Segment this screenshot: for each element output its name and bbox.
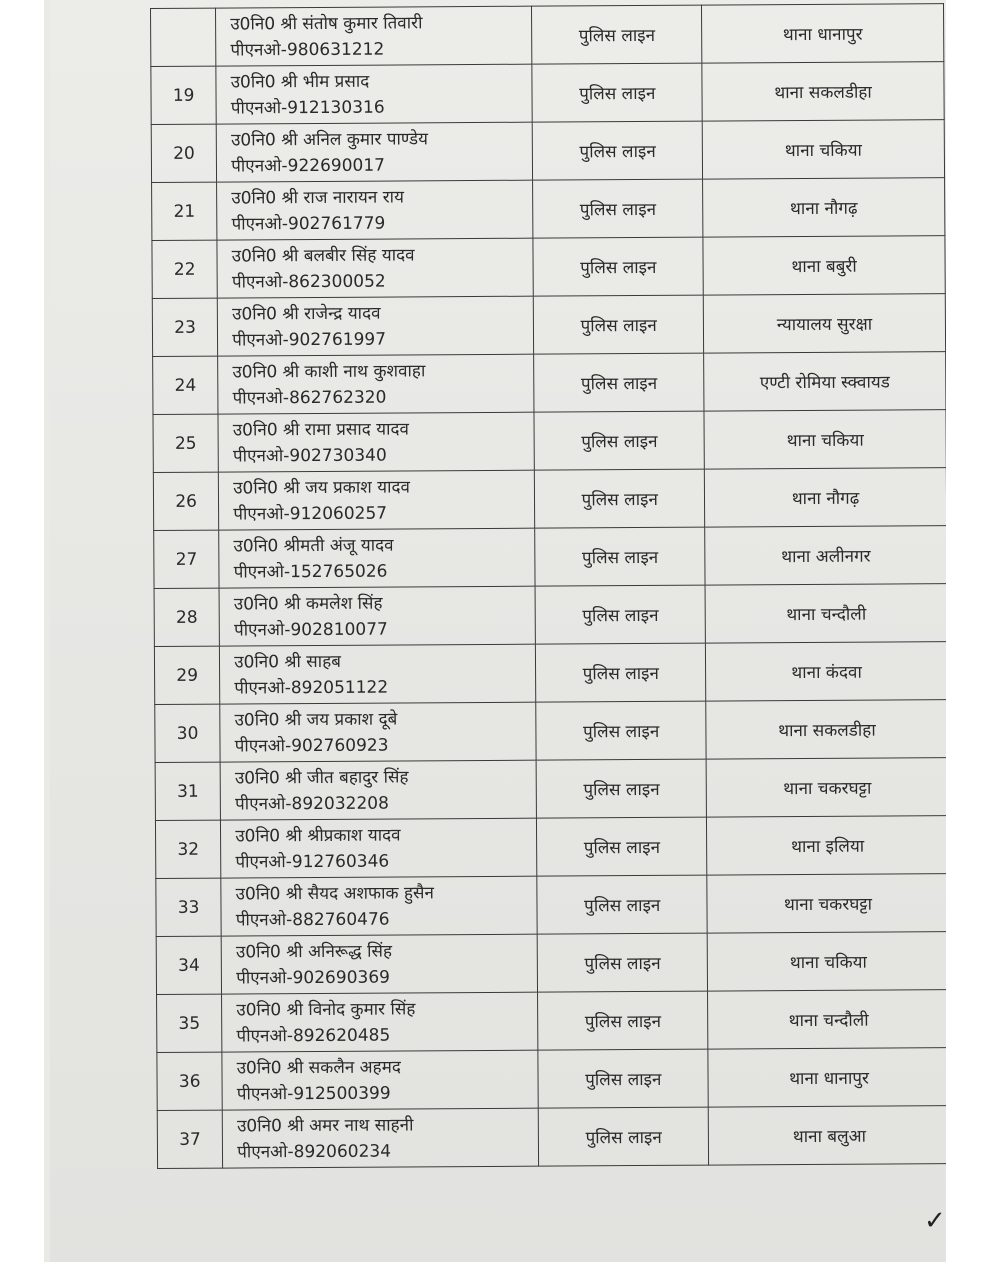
officer-pno: पीएनओ-152765026	[233, 561, 388, 582]
officer-cell	[219, 528, 536, 588]
officer-pno: पीएनओ-922690017	[231, 155, 386, 177]
current-posting: पुलिस लाइन	[532, 5, 702, 64]
transfer-table	[150, 3, 946, 1169]
current-posting: पुलिस लाइन	[537, 817, 707, 876]
officer-cell	[218, 296, 535, 356]
table-row	[152, 178, 945, 241]
serial-number: 20	[151, 124, 217, 182]
officer-pno: पीएनओ-902810077	[233, 619, 388, 640]
current-posting: पुलिस लाइन	[534, 411, 704, 470]
officer-cell	[222, 992, 539, 1052]
table-row	[153, 352, 946, 415]
officer-pno: पीएनओ-980631212	[230, 39, 385, 61]
officer-name: उ0नि0 श्री बलबीर सिंह यादव	[231, 244, 415, 267]
current-posting: पुलिस लाइन	[533, 121, 703, 180]
new-posting: थाना इलिया	[707, 816, 946, 875]
officer-name: उ0नि0 श्री काशी नाथ कुशवाहा	[232, 360, 426, 383]
new-posting: थाना चन्दौली	[708, 990, 946, 1049]
new-posting: एण्टी रोमिया स्क्वायड	[704, 352, 946, 411]
officer-pno: पीएनओ-892060234	[237, 1141, 392, 1162]
serial-number: 24	[153, 356, 219, 414]
new-posting: थाना सकलडीहा	[706, 700, 946, 759]
officer-name: उ0नि0 श्री अमर नाथ साहनी	[237, 1114, 414, 1136]
officer-name: उ0नि0 श्रीमती अंजू यादव	[233, 535, 394, 556]
new-posting: थाना चन्दौली	[705, 584, 946, 643]
table-row	[157, 990, 946, 1053]
officer-cell	[219, 586, 536, 646]
officer-cell	[216, 122, 533, 182]
current-posting: पुलिस लाइन	[538, 991, 708, 1050]
current-posting: पुलिस लाइन	[537, 875, 707, 934]
officer-name: उ0नि0 श्री जीत बहादुर सिंह	[234, 766, 409, 788]
serial-number: 31	[155, 762, 221, 820]
serial-number: 26	[153, 472, 219, 530]
serial-number: 32	[155, 820, 221, 878]
table-row	[156, 874, 946, 937]
officer-name: उ0नि0 श्री श्रीप्रकाश यादव	[235, 824, 401, 846]
table-row	[155, 816, 946, 879]
table-row	[156, 932, 946, 995]
officer-cell	[221, 876, 538, 936]
serial-number: 29	[154, 646, 220, 704]
officer-pno: पीएनओ-902730340	[232, 445, 387, 467]
current-posting: पुलिस लाइन	[539, 1107, 709, 1166]
officer-name: उ0नि0 श्री सैयद अशफाक हुसैन	[235, 882, 435, 904]
officer-cell	[221, 818, 538, 878]
officer-pno: पीएनओ-862300052	[231, 271, 386, 293]
new-posting: थाना धानापुर	[708, 1048, 946, 1107]
serial-number: 28	[154, 588, 220, 646]
serial-number: 34	[156, 936, 222, 994]
current-posting: पुलिस लाइन	[536, 701, 706, 760]
serial-number: 22	[152, 240, 218, 298]
table-row	[154, 642, 946, 705]
officer-name: उ0नि0 श्री संतोष कुमार तिवारी	[230, 12, 423, 35]
serial-number: 37	[157, 1110, 223, 1168]
officer-name: उ0नि0 श्री जय प्रकाश दूबे	[234, 709, 398, 730]
table-row	[153, 468, 946, 531]
current-posting: पुलिस लाइन	[535, 585, 705, 644]
officer-name: उ0नि0 श्री सकलैन अहमद	[236, 1056, 401, 1078]
current-posting: पुलिस लाइन	[532, 63, 702, 122]
table-row	[152, 294, 945, 357]
serial-number: 21	[152, 182, 218, 240]
table-row	[155, 700, 946, 763]
officer-pno: पीएनओ-902690369	[236, 967, 390, 988]
document-photo	[44, 0, 946, 1262]
new-posting: थाना बबुरी	[703, 236, 945, 295]
new-posting: थाना चकिया	[707, 932, 946, 991]
officer-cell	[220, 760, 537, 820]
officer-cell	[219, 470, 536, 530]
current-posting: पुलिस लाइन	[533, 237, 703, 296]
new-posting: न्यायालय सुरक्षा	[703, 294, 945, 353]
serial-number: 19	[151, 66, 217, 124]
new-posting: थाना चकिया	[704, 410, 946, 469]
current-posting: पुलिस लाइन	[535, 527, 705, 586]
table-row	[155, 758, 946, 821]
officer-pno: पीएनओ-912060257	[233, 503, 388, 525]
officer-cell	[217, 180, 534, 240]
current-posting: पुलिस लाइन	[536, 643, 706, 702]
current-posting: पुलिस लाइन	[534, 353, 704, 412]
serial-number	[151, 8, 217, 66]
table-row	[154, 526, 946, 589]
officer-pno: पीएनओ-902761997	[232, 329, 387, 351]
officer-pno: पीएनओ-912130316	[230, 97, 385, 119]
new-posting: थाना अलीनगर	[705, 526, 946, 585]
officer-cell	[217, 238, 534, 298]
new-posting: थाना सकलडीहा	[702, 62, 944, 121]
officer-name: उ0नि0 श्री अनिल कुमार पाण्डेय	[230, 128, 428, 151]
paper-page	[50, 0, 946, 1262]
table-row	[152, 236, 945, 299]
table-row	[151, 4, 944, 67]
officer-pno: पीएनओ-892051122	[234, 677, 389, 698]
table-row	[154, 584, 946, 647]
new-posting: थाना कंदवा	[705, 642, 946, 701]
table-row	[157, 1106, 946, 1169]
table-row	[157, 1048, 946, 1111]
officer-pno: पीएनओ-892620485	[236, 1025, 391, 1046]
serial-number: 23	[152, 298, 218, 356]
serial-number: 33	[156, 878, 222, 936]
officer-pno: पीएनओ-882760476	[235, 909, 390, 930]
officer-name: उ0नि0 श्री राज नारायन राय	[231, 186, 404, 209]
current-posting: पुलिस लाइन	[537, 759, 707, 818]
current-posting: पुलिस लाइन	[535, 469, 705, 528]
officer-name: उ0नि0 श्री साहब	[234, 651, 341, 672]
margin-mark: ✓	[924, 1206, 946, 1236]
table-row	[151, 120, 944, 183]
officer-name: उ0नि0 श्री कमलेश सिंह	[233, 593, 383, 614]
current-posting: पुलिस लाइन	[538, 933, 708, 992]
officer-cell	[220, 702, 537, 762]
new-posting: थाना चकिया	[702, 120, 944, 179]
officer-cell	[222, 1108, 539, 1168]
officer-name: उ0नि0 श्री अनिरूद्ध सिंह	[235, 941, 393, 962]
current-posting: पुलिस लाइन	[533, 179, 703, 238]
current-posting: पुलिस लाइन	[534, 295, 704, 354]
officer-cell	[216, 64, 533, 124]
officer-pno: पीएनओ-892032208	[235, 793, 389, 814]
new-posting: थाना बलुआ	[708, 1106, 946, 1165]
serial-number: 27	[154, 530, 220, 588]
officer-cell	[216, 6, 533, 66]
table-row	[151, 62, 944, 125]
new-posting: थाना नौगढ़	[703, 178, 945, 237]
new-posting: थाना चकरघट्टा	[707, 874, 946, 933]
officer-name: उ0नि0 श्री रामा प्रसाद यादव	[232, 418, 409, 441]
new-posting: थाना चकरघट्टा	[706, 758, 946, 817]
officer-cell	[221, 934, 538, 994]
officer-cell	[220, 644, 537, 704]
officer-cell	[222, 1050, 539, 1110]
officer-name: उ0नि0 श्री भीम प्रसाद	[230, 71, 370, 93]
serial-number: 25	[153, 414, 219, 472]
current-posting: पुलिस लाइन	[538, 1049, 708, 1108]
officer-pno: पीएनओ-862762320	[232, 387, 387, 409]
new-posting: थाना नौगढ़	[704, 468, 946, 527]
officer-cell	[218, 412, 535, 472]
officer-pno: पीएनओ-912760346	[235, 851, 390, 872]
officer-pno: पीएनओ-912500399	[236, 1083, 391, 1104]
officer-name: उ0नि0 श्री राजेन्द्र यादव	[232, 303, 381, 325]
serial-number: 36	[157, 1052, 223, 1110]
new-posting: थाना धानापुर	[702, 4, 944, 63]
table-row	[153, 410, 946, 473]
officer-name: उ0नि0 श्री जय प्रकाश यादव	[233, 476, 410, 499]
serial-number: 30	[155, 704, 221, 762]
officer-cell	[218, 354, 535, 414]
serial-number: 35	[157, 994, 223, 1052]
officer-pno: पीएनओ-902760923	[234, 735, 389, 756]
officer-name: उ0नि0 श्री विनोद कुमार सिंह	[236, 998, 416, 1020]
officer-pno: पीएनओ-902761779	[231, 213, 386, 235]
